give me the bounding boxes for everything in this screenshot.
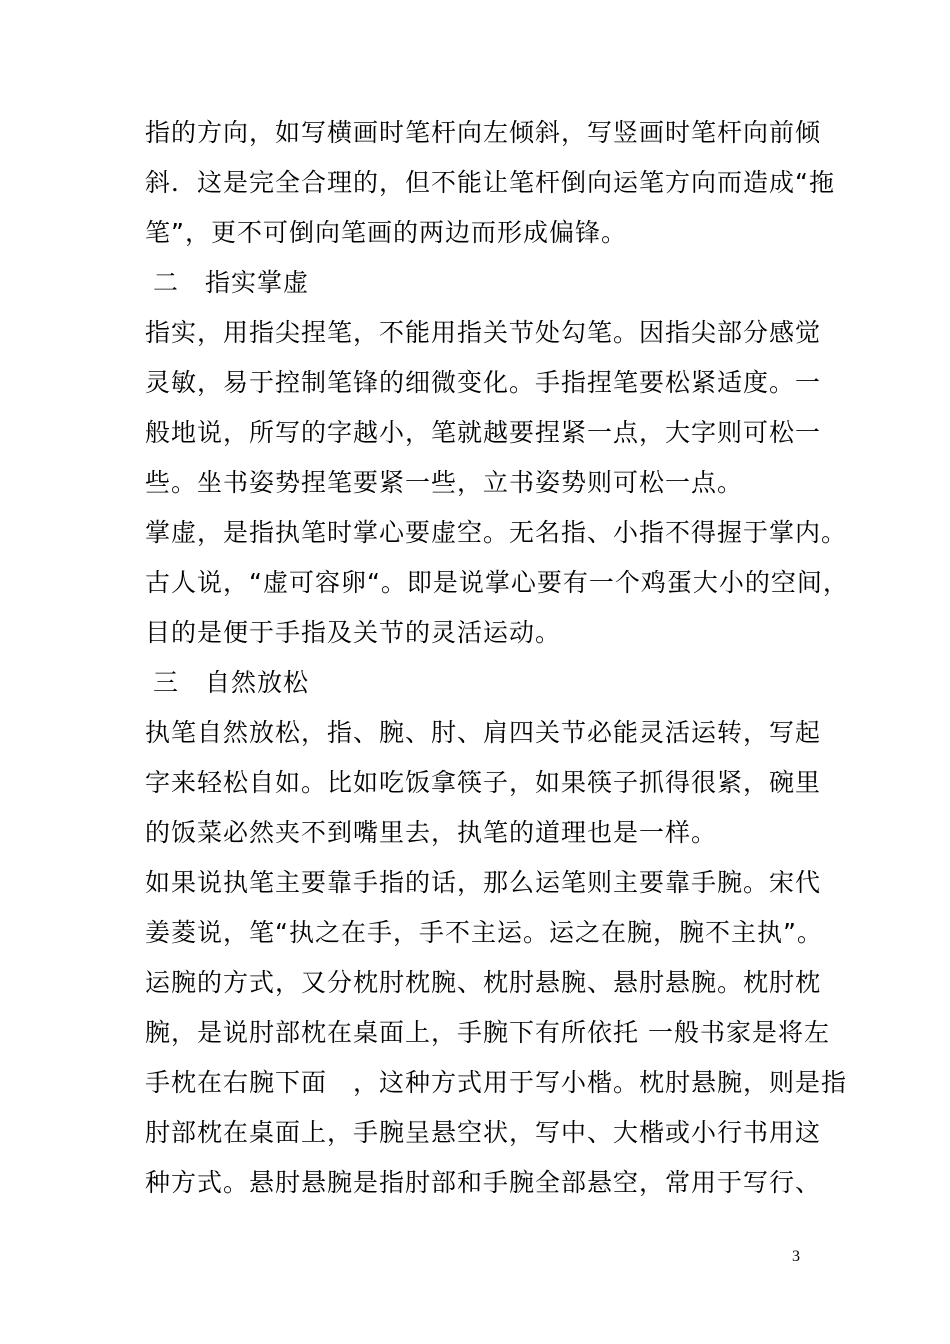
text-line: 的饭菜必然夹不到嘴里去，执笔的道理也是一样。 <box>145 818 718 847</box>
text-line: 笔”，更不可倒向笔画的两边而形成偏锋。 <box>145 218 627 247</box>
text-line: 肘部枕在桌面上，手腕呈悬空状，写中、大楷或小行书用这 <box>145 1118 822 1147</box>
text-line: 腕，是说肘部枕在桌面上，手腕下有所依托 一般书家是将左 <box>145 1018 830 1047</box>
section-heading: 二 指实掌虚 <box>153 268 310 297</box>
text-line: 掌虚，是指执笔时掌心要虚空。无名指、小指不得握于掌内。 <box>145 518 848 547</box>
text-line: 执笔自然放松，指、腕、肘、肩四关节必能灵活运转，写起 <box>145 718 822 747</box>
text-line: 般地说，所写的字越小，笔就越要捏紧一点，大字则可松一 <box>145 418 822 447</box>
text-line: 目的是便于手指及关节的灵活运动。 <box>145 618 562 647</box>
text-line: 指的方向，如写横画时笔杆向左倾斜，写竖画时笔杆向前倾 <box>145 118 822 147</box>
text-line: 字来轻松自如。比如吃饭拿筷子，如果筷子抓得很紧，碗里 <box>145 768 822 797</box>
text-line: 种方式。悬肘悬腕是指肘部和手腕全部悬空，常用于写行、 <box>145 1168 822 1197</box>
text-line: 古人说，“虚可容卵“。即是说掌心要有一个鸡蛋大小的空间， <box>145 568 849 597</box>
text-line: 指实，用指尖捏笔，不能用指关节处勾笔。因指尖部分感觉 <box>145 318 822 347</box>
section-heading: 三 自然放松 <box>153 668 310 697</box>
text-line: 运腕的方式，又分枕肘枕腕、枕肘悬腕、悬肘悬腕。枕肘枕 <box>145 968 822 997</box>
page-number: 3 <box>792 1248 800 1265</box>
text-line: 斜．这是完全合理的，但不能让笔杆倒向运笔方向而造成“拖 <box>145 168 835 197</box>
text-line: 灵敏，易于控制笔锋的细微变化。手指捏笔要松紧适度。一 <box>145 368 822 397</box>
text-line: 姜菱说，笔“执之在手，手不主运。运之在腕，腕不主执”。 <box>145 918 823 947</box>
text-line: 些。坐书姿势捏笔要紧一些，立书姿势则可松一点。 <box>145 468 744 497</box>
text-line: 手枕在右腕下面 ，这种方式用于写小楷。枕肘悬腕，则是指 <box>145 1068 848 1097</box>
text-line: 如果说执笔主要靠手指的话，那么运笔则主要靠手腕。宋代 <box>145 868 822 897</box>
